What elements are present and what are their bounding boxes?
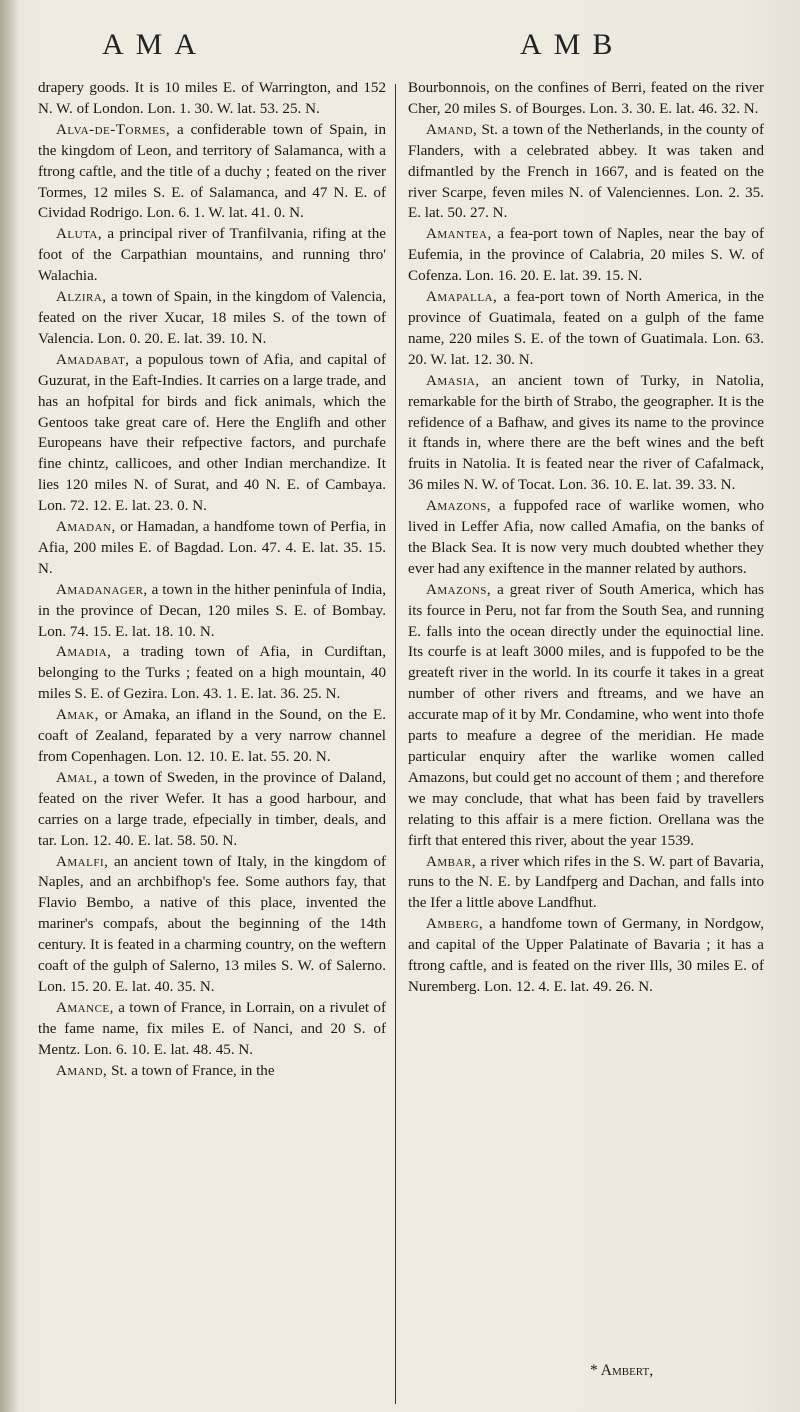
gazetteer-entry: [408, 287, 764, 371]
entry-headword: Alva-de-Tormes,: [56, 121, 171, 138]
entry-headword: Amasia,: [426, 372, 480, 389]
entry-text: a town of Sweden, in the province of Daland, feated on the river Wefer. It has a good harbour, and carries on a large trade, efpecially in timber, deals, and tar. Lon. 12. 40. E. lat. 58. 50. N.: [38, 769, 386, 849]
entry-headword: Amazons,: [426, 498, 492, 515]
entry-headword: Amantea,: [426, 226, 492, 243]
entry-text: Bourbonnois, on the confines of Berri, feated on the river Cher, 20 miles S. of Bourges. Lon. 3. 30. E. lat. 46. 32. N.: [408, 80, 764, 117]
gazetteer-entry: [38, 120, 386, 225]
gazetteer-entry: [408, 580, 764, 852]
gazetteer-entry: [38, 224, 386, 287]
gazetteer-entry: [38, 580, 386, 643]
entry-text: a fea-port town of North America, in the province of Guatimala, feated on a gulph of the fame name, 220 miles S. E. of the town of Guatimala. Lon. 63. 20. W. lat. 12. 30. N.: [408, 289, 764, 368]
running-head-left: AMA: [102, 28, 209, 61]
gazetteer-entry: [408, 852, 764, 915]
gazetteer-entry: [408, 224, 764, 287]
entry-text: a town of France, in Lorrain, on a rivulet of the fame name, fix miles E. of Nanci, and 20 S. of Mentz. Lon. 6. 10. E. lat. 48. 45. N.: [38, 999, 386, 1058]
entry-text: a great river of South America, which has its fource in Peru, not far from the South Sea, and running E. falls into the ocean directly under the equinoctial line. Its courfe is at leaft 3000 miles, and is fuppofed to be the greateft river in the world. In its courfe it takes in a great number of other rivers and ftreams, and we have an accurate map of it by Mr. Condamine, who went into thofe parts to meafure a degree of the meridian. He made particular enquiry after the warlike women called Amazons, but could get no account of them ; and therefore we may conclude, that what has been faid by travellers relating to this affair is a mere fiction. Orellana was the firft that entered this river, about the year 1539.: [408, 581, 764, 849]
entry-text: a town in the hither peninfula of India, in the province of Decan, 120 miles S. E. of Bombay. Lon. 74. 15. E. lat. 18. 10. N.: [38, 581, 386, 640]
entry-text: a trading town of Afia, in Curdiftan, belonging to the Turks ; feated on a high mountain, 40 miles S. E. of Gezira. Lon. 43. 1. E. lat. 36. 25. N.: [38, 644, 386, 703]
gazetteer-entry: [38, 78, 386, 120]
entry-text: a handfome town of Germany, in Nordgow, and capital of the Upper Palatinate of Bavaria ; it has a ftrong caftle, and is feated on the river Ills, 30 miles E. of Nuremberg. Lon. 12. 4. E. lat. 49. 26. N.: [408, 916, 764, 995]
entry-headword: Amance,: [56, 999, 114, 1016]
entry-headword: Amadan,: [56, 519, 116, 536]
entry-headword: Amberg,: [426, 916, 484, 933]
gazetteer-entry: [38, 350, 386, 517]
entry-text: drapery goods. It is 10 miles E. of Warrington, and 152 N. W. of London. Lon. 1. 30. W. lat. 53. 25. N.: [38, 80, 386, 117]
gazetteer-entry: [38, 705, 386, 768]
entry-headword: Amak,: [56, 707, 99, 724]
gazetteer-entry: [38, 642, 386, 705]
entry-text: or Amaka, an ifland in the Sound, on the E. coaft of Zealand, feparated by a very narrow channel from Copenhagen. Lon. 12. 10. E. lat. 55. 20. N.: [38, 707, 386, 765]
entry-headword: Amand,: [426, 121, 478, 138]
entry-headword: Amadia,: [56, 644, 112, 661]
entry-headword: Amapalla,: [426, 289, 498, 306]
entry-headword: Ambar,: [426, 853, 477, 870]
gazetteer-entry: [38, 852, 386, 998]
gazetteer-entry: [408, 496, 764, 580]
gazetteer-entry: [38, 1061, 386, 1082]
entry-text: an ancient town of Turky, in Natolia, remarkable for the birth of Strabo, the geographer. It is the refidence of a Bafhaw, and gives its name to the province it ftands in, where there are the beft wines and the beft fruits in Natolia. It is feated near the river of Cafalmack, 36 miles N. W. of Tocat. Lon. 36. 10. E. lat. 39. 33. N.: [408, 372, 764, 494]
catchword: * Ambert,: [590, 1362, 654, 1379]
entry-text: a principal river of Tranfilvania, rifing at the foot of the Carpathian mountains, and running thro' Walachia.: [38, 226, 386, 285]
entry-headword: Amalfi,: [56, 853, 109, 870]
gazetteer-entry: [408, 371, 764, 496]
entry-headword: Amadanager,: [56, 581, 148, 598]
entry-text: a confiderable town of Spain, in the kingdom of Leon, and territory of Salamanca, with a ftrong caftle, and the title of a duchy ; feated on the river Tormes, 12 miles S. E. of Salamanca, and 47 N. E. of Cividad Rodrigo. Lon. 6. 1. W. lat. 41. 0. N.: [38, 121, 386, 222]
gazetteer-entry: [408, 78, 764, 120]
entry-headword: Amadabat,: [56, 351, 130, 368]
column-divider: [395, 84, 396, 1404]
entry-text: an ancient town of Italy, in the kingdom of Naples, and an archbifhop's fee. Some authors fay, that Flavio Bembo, a native of this place, invented the mariner's compafs, about the beginning of the 14th century. It is feated in a charming country, on the weftern coaft of the gulph of Salerno, 13 miles S. W. of Salerno. Lon. 15. 20. E. lat. 40. 35. N.: [38, 853, 386, 995]
entry-text: a populous town of Afia, and capital of Guzurat, in the Eaft-Indies. It carries on a large trade, and has an hofpital for birds and fick animals, which the Gentoos take great care of. Here the Englifh and other Europeans have their refpective factors, and purchafe fine chintz, callicoes, and other Indian merchandize. It lies 120 miles N. of Surat, and 40 N. E. of Cambaya. Lon. 72. 12. E. lat. 23. 0. N.: [38, 351, 386, 515]
entry-text: a fea-port town of Naples, near the bay of Eufemia, in the province of Calabria, 20 miles S. W. of Cofenza. Lon. 16. 20. E. lat. 39. 15. N.: [408, 226, 764, 285]
entry-text: a river which rifes in the S. W. part of Bavaria, runs to the N. E. by Landfperg and Dachan, and falls into the Ifer a little above Landfhut.: [408, 853, 764, 912]
entry-headword: Alzira,: [56, 289, 107, 306]
entry-text: or Hamadan, a handfome town of Perfia, in Afia, 200 miles E. of Bagdad. Lon. 47. 4. E. lat. 35. 15. N.: [38, 519, 386, 577]
right-column: [408, 78, 764, 998]
gazetteer-entry: [408, 914, 764, 998]
gazetteer-entry: [38, 517, 386, 580]
gazetteer-entry: [38, 768, 386, 852]
gazetteer-entry: [408, 120, 764, 225]
running-head-right: AMB: [520, 28, 625, 61]
entry-text: St. a town of the Netherlands, in the county of Flanders, with a celebrated abbey. It was taken and difmantled by the French in 1667, and is feated on the river Scarpe, feven miles N. of Valenciennes. Lon. 2. 35. E. lat. 50. 27. N.: [408, 121, 764, 222]
entry-headword: Amazons,: [426, 581, 492, 598]
entry-headword: Aluta,: [56, 226, 103, 243]
entry-text: a town of Spain, in the kingdom of Valencia, feated on the river Xucar, 18 miles S. of the town of Valencia. Lon. 0. 20. E. lat. 39. 10. N.: [38, 289, 386, 347]
left-column: [38, 78, 386, 1082]
entry-headword: Amal,: [56, 769, 98, 786]
entry-headword: Amand,: [56, 1062, 108, 1079]
binding-shadow: [0, 0, 20, 1412]
gazetteer-entry: [38, 287, 386, 350]
gazetteer-entry: [38, 998, 386, 1061]
entry-text: St. a town of France, in the: [107, 1062, 275, 1079]
entry-text: a fuppofed race of warlike women, who lived in Leffer Afia, now called Amafia, on the banks of the Black Sea. It is now very much doubted whether they ever had any exiftence in the manner related by authors.: [408, 498, 764, 577]
